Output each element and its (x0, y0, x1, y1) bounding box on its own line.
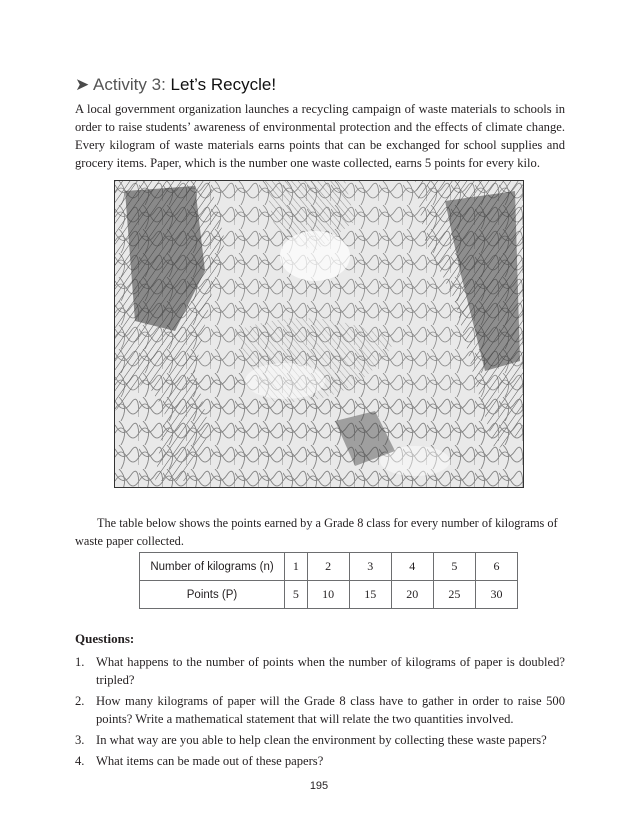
question-number: 2. (75, 694, 85, 708)
points-cell: 10 (307, 581, 349, 609)
points-cell: 30 (475, 581, 517, 609)
table-intro-paragraph: The table below shows the points earned by a Grade 8 class for every number of kilograms of waste paper collected. (75, 516, 558, 548)
question-item (75, 692, 565, 728)
arrowhead-icon: ➤ (75, 75, 90, 94)
points-cell: 5 (285, 581, 308, 609)
points-cell: 20 (391, 581, 433, 609)
question-text: What items can be made out of these papers? (96, 754, 324, 768)
question-text: How many kilograms of paper will the Grade 8 class have to gather in order to raise 500 points? Write a mathematical statement that will relate the two quantities involved. (96, 694, 565, 726)
kilograms-row-header: Number of kilograms (n) (140, 553, 285, 581)
kilograms-cell: 2 (307, 553, 349, 581)
points-table (139, 552, 518, 609)
intro-paragraph: A local government organization launches a recycling campaign of waste materials to schools in order to raise students’ awareness of environmental protection and the effects of climate change. Every kilogram of waste materials earns points that can be exchanged for school supplies and grocery items. Paper, which is the number one waste collected, earns 5 points for every kilo. (75, 102, 565, 170)
kilograms-cell: 6 (475, 553, 517, 581)
question-text: In what way are you able to help clean the environment by collecting these waste papers? (96, 733, 547, 747)
page-number: 195 (309, 780, 329, 792)
question-number: 3. (75, 733, 85, 747)
kilograms-cell: 5 (433, 553, 475, 581)
kilograms-cell: 1 (285, 553, 308, 581)
points-cell: 15 (349, 581, 391, 609)
kilograms-cell: 4 (391, 553, 433, 581)
question-item (75, 752, 565, 770)
recycling-photo (114, 180, 524, 488)
questions-heading: Questions: (75, 631, 135, 646)
question-item (75, 731, 565, 749)
question-number: 4. (75, 754, 85, 768)
activity-name: Let’s Recycle! (170, 75, 277, 94)
points-row-header: Points (P) (140, 581, 285, 609)
kilograms-cell: 3 (349, 553, 391, 581)
points-cell: 25 (433, 581, 475, 609)
activity-title (75, 74, 276, 96)
question-number: 1. (75, 655, 85, 669)
questions-list (75, 653, 565, 773)
activity-label: Activity 3: (93, 75, 166, 94)
question-text: What happens to the number of points when the number of kilograms of paper is doubled? tripled? (96, 655, 565, 687)
question-item (75, 653, 565, 689)
photo-sketch (115, 181, 523, 487)
points-row (140, 581, 518, 609)
kilograms-row (140, 553, 518, 581)
